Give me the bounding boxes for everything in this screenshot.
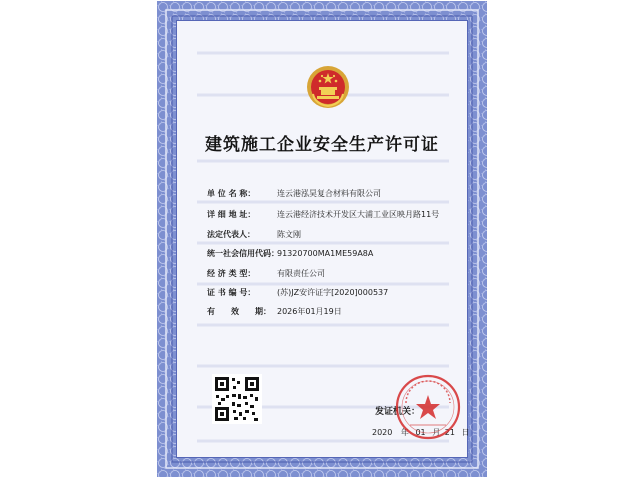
qr-code-icon: [212, 374, 262, 424]
issue-year-unit: 年: [400, 428, 409, 437]
issue-day: 21: [444, 428, 455, 437]
field-label: 证 书 编 号：: [207, 288, 256, 297]
field-company-name: [207, 188, 381, 199]
field-validity: [207, 306, 342, 317]
field-value: 2026年01月19日: [277, 307, 342, 316]
field-credit-code: [207, 248, 373, 259]
issue-month-unit: 月: [432, 428, 441, 437]
field-legal-representative: [207, 229, 301, 240]
field-label: 单 位 名 称：: [207, 189, 256, 198]
field-label: 经 济 类 型：: [207, 269, 256, 278]
field-value: 有限责任公司: [277, 269, 325, 278]
field-label: 法定代表人：: [207, 230, 255, 239]
field-economic-type: [207, 268, 325, 279]
issue-year: 2020: [372, 428, 393, 437]
field-certificate-number: [207, 287, 388, 298]
issue-month: 01: [415, 428, 426, 437]
certificate: [157, 1, 487, 477]
certificate-title: 建筑施工企业安全生产许可证: [205, 135, 439, 155]
field-value: 91320700MA1ME59A8A: [277, 249, 374, 258]
issue-day-unit: 日: [461, 428, 470, 437]
certificate-body: [176, 20, 468, 458]
official-seal-icon: [394, 373, 462, 441]
field-value: (苏)JZ安许证字[2020]000537: [277, 288, 389, 297]
issuing-authority-label: 发证机关：: [375, 407, 421, 417]
field-value: 陈文刚: [277, 230, 301, 239]
field-address: [207, 209, 439, 220]
field-value: 连云港泓昊复合材料有限公司: [277, 189, 381, 198]
national-emblem-icon: [305, 64, 351, 110]
field-label: 统一社会信用代码：: [207, 249, 279, 258]
field-value: 连云港经济技术开发区大浦工业区映月路11号: [277, 210, 440, 219]
field-label: 详 细 地 址：: [207, 210, 256, 219]
field-label: 有 效 期：: [207, 307, 271, 316]
